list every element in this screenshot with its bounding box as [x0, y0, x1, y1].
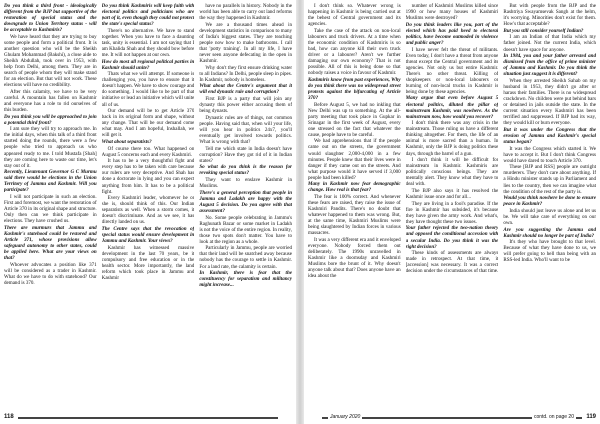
- answer-paragraph: It was the Congress which started it. We have to accept it. But I don't think Congress would have dared to touch Article 370.: [503, 145, 596, 164]
- question-paragraph: But you still consider yourself Indian?: [503, 27, 584, 34]
- right-column-1: [308, 3, 401, 405]
- answer-paragraph: The fear is 100% correct. And whenever these fears are raised, they raise the issue of Kashmiri Pandits. There's no doubt that whatever happened to them was wrong. But, at the same time, Kashmiri Muslims were being slaughtered by Indian forces in various massacres.: [308, 194, 401, 237]
- footer-rule: [18, 417, 278, 419]
- answer-paragraph: We have heard that they are trying to buy some people and form a political front. It is another question who will be the Sheikh Ghulam Mohammad (Bakshi), a close aide to Sheikh Abdullah, took over in 1953, with help from Delhi, among them. They are in search of people whom they will make stand for an election. But that will not work. These elections will have no credibility.: [4, 33, 97, 89]
- question-paragraph: Do you think you will be approached to join a potential third front?: [4, 113, 97, 126]
- answer-paragraph: Why don't they first ensure drinking water to all Indians? In Delhi, people sleep in pipes. In Kashmir, nobody is homeless.: [199, 64, 292, 83]
- answer-paragraph: We are a thousand times ahead in development statistics in comparison to many of India's biggest states. They are teaching people now how to make bathrooms. I call that 'potty training'. In all my life, I have never seen anyone defecating in the open in Kashmir.: [199, 21, 292, 65]
- question-paragraph: Many in Kashmir now fear demographic change. How real is that fear?: [308, 181, 401, 194]
- question-paragraph: Many argue that even before August 5 electoral politics, diluted the pillar of mainstream Kashmir, was nowhere. As the mainstream now, how would you recover?: [405, 95, 499, 120]
- answer-paragraph: have no parallels in history. Nobody in the world has been able to carry out land reforms the way they happened in Kashmir.: [199, 3, 292, 22]
- answer-paragraph: Our demand will be to get Article 370 back in its original form and shape, without any change. That will be our demand come what may. And I am hopeful, Inshallah, we will get it.: [101, 108, 195, 139]
- question-paragraph: Kashmiris know from past experiences, Why do you think there was no widespread street protests against the bifurcating of Article 370?: [308, 76, 401, 101]
- page-gutter: [296, 0, 304, 424]
- answer-paragraph: India should just leave us alone and let us be. We will take care of everything on our own.: [503, 207, 596, 226]
- question-paragraph: Do you think a third front - ideologically different from the BJP but supportive of the restoration of special status and the downgrade to Union Territory status - will be acceptable to Kashmiris?: [4, 3, 97, 34]
- answer-paragraph: Kashmir has witnessed massive development in the last 70 years, be it compulsory and free education or in the health sector. More importantly, the land reform which took place in Jammu and Kashmir: [101, 244, 195, 281]
- right-column-2: [406, 3, 499, 405]
- right-page: [304, 0, 600, 424]
- question-paragraph: Are you suggesting the Jammu and Kashmir should no longer be part of India?: [503, 226, 596, 239]
- answer-paragraph: number of Kashmiri Muslims killed since 1990 or how many houses of Kashmiri Muslims were destroyed?: [405, 3, 499, 22]
- page-number: 119: [586, 414, 596, 420]
- question-paragraph: The Centre says that the revocation of special status would ensure development in Jammu and Kashmir. Your views?: [101, 226, 195, 245]
- answer-paragraph: These [BJP and RSS] people are outright murderers. They don't care about anything. If a Hindu minister stands up in Parliament and lies to the country, then we can imagine what the condition of the rest of the party is.: [503, 164, 596, 195]
- answer-paragraph: No. Some people celebrating in Jammu's Raghunath Bazar or some market in Ladakh is not the voice of the entire region. In reality, those two spots don't matter. You have to look at the region as a whole.: [199, 214, 292, 245]
- answer-paragraph: It's they who have brought to that level. Because of what they have done to us, we will prefer going to hell than being with an RSS-led India. Who'll want to be: [503, 239, 596, 264]
- issue-date: January 2020: [330, 414, 361, 420]
- answer-paragraph: Every Kashmiri leader, whomever he or she is, should think of this. Our Indian separatists as well. When a storm comes, it doesn't discriminate. And as we see, it has directly landed on us.: [101, 195, 195, 226]
- answer-paragraph: I don't think so. Whatever wrong is happening in Kashmir is being carried out at the behest of Central government and its agencies.: [308, 3, 401, 28]
- answer-paragraph: They want to enslave Kashmir in Muslims.: [199, 177, 292, 190]
- question-paragraph: Do you think leaders like you, part of the elected which has paid heed to electoral politics, have become outmoded in violence and public anger?: [405, 21, 499, 46]
- answer-paragraph: Thats what we will attempt. If someone is challenging you, you have to ensure that it doesn't happen. We have to show courage and do something. I would like to be part of that initiative or lead an initiative which will unite all of us.: [101, 71, 195, 108]
- answer-paragraph: They are living in a fool's paradise. If the fire in Kashmir has subsided, it's because they have given the army work. And what's, they have thought these two issues.: [405, 200, 499, 225]
- continued-link[interactable]: contd. on page 20: [533, 414, 574, 420]
- left-footer: [4, 410, 292, 420]
- question-paragraph: Your father rejected the two-nation theory and opposed the conditional accession with a secular India. Do you think it was the right decision?: [405, 225, 499, 250]
- question-paragraph: But it was under the Congress that the erosion of Jammu and Kashmir's special status began?: [503, 126, 596, 145]
- question-paragraph: What about the Centre's argument that it will end dynastic rule and corruption?: [199, 83, 292, 96]
- right-page-columns: [308, 3, 596, 405]
- answer-paragraph: I don't think there was any crisis in the mainstream. Those ruling us have a different thinking altogether. For them, the life of an animal is more sacred than a human. In Kashmir, only the BJP is doing politics these days, through the barrel of a gun.: [405, 120, 499, 157]
- left-column-2: [102, 3, 195, 405]
- answer-paragraph: But with people from the BJP and the Rashtriya Swayamsevak Sangh at the helm, it's worrying. Minorities don't exist for them. How's that acceptable?: [503, 3, 596, 28]
- question-paragraph: In Kashmir, there is fear that the constituency for separatism and militancy might increase...: [199, 270, 292, 289]
- question-paragraph: So what do you think is the reason for revoking special status?: [199, 164, 292, 177]
- answer-paragraph: Of course there too. What happened on August 5 concerns each and every Kashmiri.: [101, 145, 195, 158]
- left-page-columns: [4, 3, 292, 405]
- answer-paragraph: After this calamity, we have to be very careful. A mountain has fallen on Kashmir and everyone has a role to rid ourselves of this burden.: [4, 88, 97, 113]
- answer-paragraph: Particularly in Jammu, people are worried that their land will be snatched away because nobody has the courage to settle in Kashmir. For a land rate, the calamity is certain.: [199, 245, 292, 270]
- answer-paragraph: I will not participate in such an election. First and foremost, we want the restoration of Article 370 in its original shape and structure. Only then can we think participate in elections. They have crushed us.: [4, 194, 97, 225]
- question-paragraph: What about separatists?: [101, 139, 152, 145]
- answer-paragraph: Take the case of the attack on non-local labourers and truck drivers. At a time when the economic condition of Kashmiris is so bad, how can anyone kill their own truck driver or a labourer? Aren't we further damaging our own economy? That is not possible. All of this is being done so that nobody raises a voice in favour of Kashmir.: [308, 27, 401, 77]
- answer-paragraph: When they arrested Sheikh Sahab on my husband in 1953, they didn't go after or harass their families. There is no widespread crackdown. No children were put behind bars or detained in jails outside the state. In the current situation every Kashmiri has been terrified and suppressed. If BJP had its way, they would kill or burn everyone.: [503, 77, 596, 127]
- left-column-1: [4, 3, 97, 405]
- answer-paragraph: I have never felt the threat of militants. Even today, I don't have a threat from anyone threat except the Central government and its agencies. Not only us but entire Kashmir. There's no other threat. Killing of shopkeepers or non-local labourers or burning of non-local trucks in Kashmir is being done by these agencies.: [405, 46, 499, 95]
- answer-paragraph: Before August 5, we had no inkling that New Delhi was up to something. At the all-party meeting that took place in Gupkar in Srinagar in the first week of August, every one stressed on the fact that whatever the cause, people have to be careful.: [308, 101, 401, 138]
- left-column-3: [199, 3, 292, 405]
- question-paragraph: There are murmurs that Jammu and Kashmir's statehood could be restored and Article 371, whose provisions allow safeguard autonomy to other states, could be applied here. What are your views on that?: [4, 224, 97, 262]
- left-page: [0, 0, 296, 424]
- question-paragraph: There's a general perception that people in Jammu and Ladakh are happy with the August 5 decision. Do you agree with that assessment?: [199, 189, 292, 214]
- question-paragraph: How do most all regional political parties in Kashmir should unite?: [101, 58, 195, 71]
- answer-paragraph: Dynastic rules are of things, not common people. Having said that, when will your life, will you hear in politics 24x7, you'll eventually get involved towards politics. What is wrong with that?: [199, 114, 292, 145]
- answer-paragraph: I don't think it will be difficult for mainstream in Kashmir. Kashmiris are politically conscious beings. They are mentally alert. They know what they have to deal with.: [405, 157, 499, 188]
- right-column-3: [503, 3, 596, 405]
- answer-paragraph: These kinds of assessments are always made in retrospect. At that time, it [accession] was necessary. It was a correct decision under the circumstances of that time.: [405, 250, 499, 275]
- answer-paragraph: First BJP is a party that will join any dynasty this power either accusing them of being dynasts.: [199, 96, 292, 115]
- answer-paragraph: Whoever advocates a position like 371 will be considered as a trader in Kashmir. What do we have to do with statehood? Our demand is 370.: [4, 261, 97, 286]
- question-paragraph: Recently, Lieutenant Governor G C Murmu said there would be elections in the Union Territory of Jammu and Kashmir. Will you participate?: [4, 169, 97, 194]
- answer-paragraph: We had apprehensions that if the people came out on the streets, the government would slaughter 2,000-4,000 in a few minutes. People knew that their lives were in danger if they came out on the streets. And what purpose would it have served if 3,000 people had been killed?: [308, 138, 401, 181]
- answer-paragraph: The BJP also says it has resolved the Kashmir issue once and for all...: [405, 187, 499, 201]
- answer-paragraph: Tell me which state in India doesn't have corruption? Have they got rid of it in Indian states?: [199, 145, 292, 164]
- question-paragraph: Do you think Kashmiris will keep faith with electoral politics and politicians who are part of it, even though they could not protect the state's special status?: [101, 3, 195, 28]
- question-paragraph: In 1984, you and your father arrested and dismissed from the office of prime minister of Jammu and Kashmir. Do you think the situation just suggest it is different?: [503, 53, 596, 78]
- right-footer: [308, 410, 596, 420]
- answer-paragraph: It has to be a very thoughtful fight and every step has to be taken with care because our rulers are very deceptive. And Shah has done a doctorate in lying and you can expect anything from him. It has to be a political fight.: [101, 158, 195, 195]
- page-number: 118: [4, 414, 14, 420]
- answer-paragraph: I am an Indian of that India which my father joined. Not the current India, which doesn't have space for anyone.: [503, 34, 596, 53]
- question-paragraph: Would you think nowhere be done to ensure peace in Kashmir?: [503, 195, 596, 208]
- answer-paragraph: I am sure they will try to approach me. In the initial days, when this talk of a third front started doing the rounds, there were a few people who tried to approach us who appeared ready to me. I told Mustafa [Shah] they are coming here to waste our time, let's stay out of it.: [4, 126, 97, 169]
- answer-paragraph: There's no alternative. We have to stand together. When you have to face a daunting task, unity is essential. I am not saying that I am Khalida Shah and they should bow before me. It will not happen at our own.: [101, 27, 195, 58]
- answer-paragraph: It was a very different era and it enveloped everyone. Nobody forced them out deliberately. The 1990s unravelled in Kashmir like a doomsday and Kashmiri Muslims bore the brunt of it. Why doesn't anyone talk about that? Does anyone have an idea about the: [308, 236, 401, 280]
